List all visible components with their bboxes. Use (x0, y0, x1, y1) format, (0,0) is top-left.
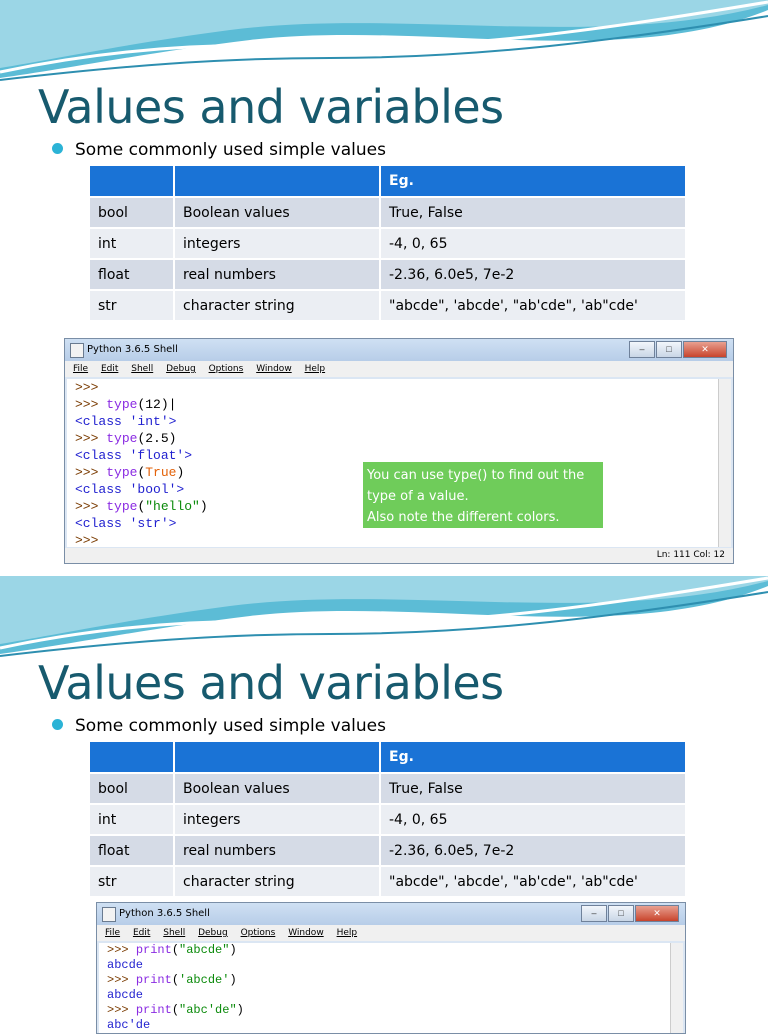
maximize-icon[interactable]: □ (608, 905, 634, 922)
table-header-cell (90, 166, 174, 197)
table-cell: Boolean values (174, 773, 380, 804)
table-cell: str (90, 866, 174, 896)
table-cell: bool (90, 773, 174, 804)
table-row (90, 228, 685, 259)
table-cell: -4, 0, 65 (380, 804, 685, 835)
table-cell: str (90, 290, 174, 320)
table-cell: integers (174, 804, 380, 835)
menu-edit[interactable]: Edit (100, 364, 119, 374)
table-row (90, 773, 685, 804)
window-title: Python 3.6.5 Shell (87, 344, 178, 355)
window-title: Python 3.6.5 Shell (119, 908, 210, 919)
shell-code-area[interactable]: >>> print("abcde") abcde >>> print('abcde') abcde >>> print("abc'de") abc'de (99, 943, 671, 1033)
slide-title: Values and variables (38, 80, 504, 134)
table-cell: "abcde", 'abcde', "ab'cde", 'ab"cde' (380, 290, 685, 320)
menu-shell[interactable]: Shell (163, 928, 186, 938)
shell-code-area[interactable]: >>> >>> type(12)| <class 'int'> >>> type(2.5) <class 'float'> >>> type(True) <class 'bool'> >>> type("hello") <class 'str'> >>> (67, 379, 719, 547)
menu-bar (65, 361, 733, 377)
menu-options[interactable]: Options (208, 364, 244, 374)
table-header-cell: Eg. (380, 166, 685, 197)
table-cell: True, False (380, 773, 685, 804)
table-cell: "abcde", 'abcde', "ab'cde", 'ab"cde' (380, 866, 685, 896)
table-cell: integers (174, 228, 380, 259)
menu-help[interactable]: Help (336, 928, 358, 938)
vertical-scrollbar[interactable] (718, 379, 731, 547)
table-cell: bool (90, 197, 174, 228)
menu-window[interactable]: Window (256, 364, 292, 374)
menu-window[interactable]: Window (288, 928, 324, 938)
python-shell-icon (102, 907, 116, 922)
menu-edit[interactable]: Edit (132, 928, 151, 938)
minimize-icon[interactable]: – (629, 341, 655, 358)
table-header-cell: Eg. (380, 742, 685, 773)
vertical-scrollbar[interactable] (670, 943, 683, 1033)
table-cell: character string (174, 290, 380, 320)
table-header-cell (174, 742, 380, 773)
table-cell: int (90, 804, 174, 835)
menu-debug[interactable]: Debug (198, 928, 228, 938)
menu-file[interactable]: File (105, 928, 121, 938)
bullet-dot-icon (52, 143, 63, 154)
slide-title: Values and variables (38, 656, 504, 710)
bullet-label: Some commonly used simple values (75, 140, 386, 160)
menu-options[interactable]: Options (240, 928, 276, 938)
menu-bar (97, 925, 685, 941)
table-row (90, 835, 685, 866)
maximize-icon[interactable]: □ (656, 341, 682, 358)
table-cell: -4, 0, 65 (380, 228, 685, 259)
close-icon[interactable]: ✕ (683, 341, 727, 358)
table-row (90, 197, 685, 228)
slide-2 (0, 576, 768, 1032)
values-table (90, 166, 685, 320)
table-cell: int (90, 228, 174, 259)
bullet-text (52, 140, 386, 160)
python-shell-icon (70, 343, 84, 358)
table-header-row (90, 166, 685, 197)
table-row (90, 804, 685, 835)
menu-help[interactable]: Help (304, 364, 326, 374)
minimize-icon[interactable]: – (581, 905, 607, 922)
table-cell: real numbers (174, 835, 380, 866)
table-header-cell (174, 166, 380, 197)
table-cell: float (90, 259, 174, 290)
table-cell: real numbers (174, 259, 380, 290)
header-wave-decoration (0, 576, 768, 666)
table-cell: float (90, 835, 174, 866)
table-cell: -2.36, 6.0e5, 7e-2 (380, 259, 685, 290)
menu-file[interactable]: File (73, 364, 89, 374)
close-icon[interactable]: ✕ (635, 905, 679, 922)
window-titlebar[interactable] (97, 903, 685, 925)
table-header-cell (90, 742, 174, 773)
window-controls (628, 341, 727, 358)
table-row (90, 290, 685, 320)
menu-shell[interactable]: Shell (131, 364, 154, 374)
callout-note: You can use type() to find out the type of a value. Also note the different colors. (363, 462, 603, 528)
python-shell-window (96, 902, 686, 1034)
python-shell-window (64, 338, 734, 564)
table-row (90, 259, 685, 290)
table-header-row (90, 742, 685, 773)
bullet-text (52, 716, 386, 736)
bullet-label: Some commonly used simple values (75, 716, 386, 736)
menu-debug[interactable]: Debug (166, 364, 196, 374)
table-cell: True, False (380, 197, 685, 228)
values-table (90, 742, 685, 896)
window-controls (580, 905, 679, 922)
window-titlebar[interactable] (65, 339, 733, 361)
bullet-dot-icon (52, 719, 63, 730)
table-cell: Boolean values (174, 197, 380, 228)
header-wave-decoration (0, 0, 768, 90)
table-cell: character string (174, 866, 380, 896)
table-row (90, 866, 685, 896)
status-bar: Ln: 111 Col: 12 (65, 548, 733, 563)
table-cell: -2.36, 6.0e5, 7e-2 (380, 835, 685, 866)
